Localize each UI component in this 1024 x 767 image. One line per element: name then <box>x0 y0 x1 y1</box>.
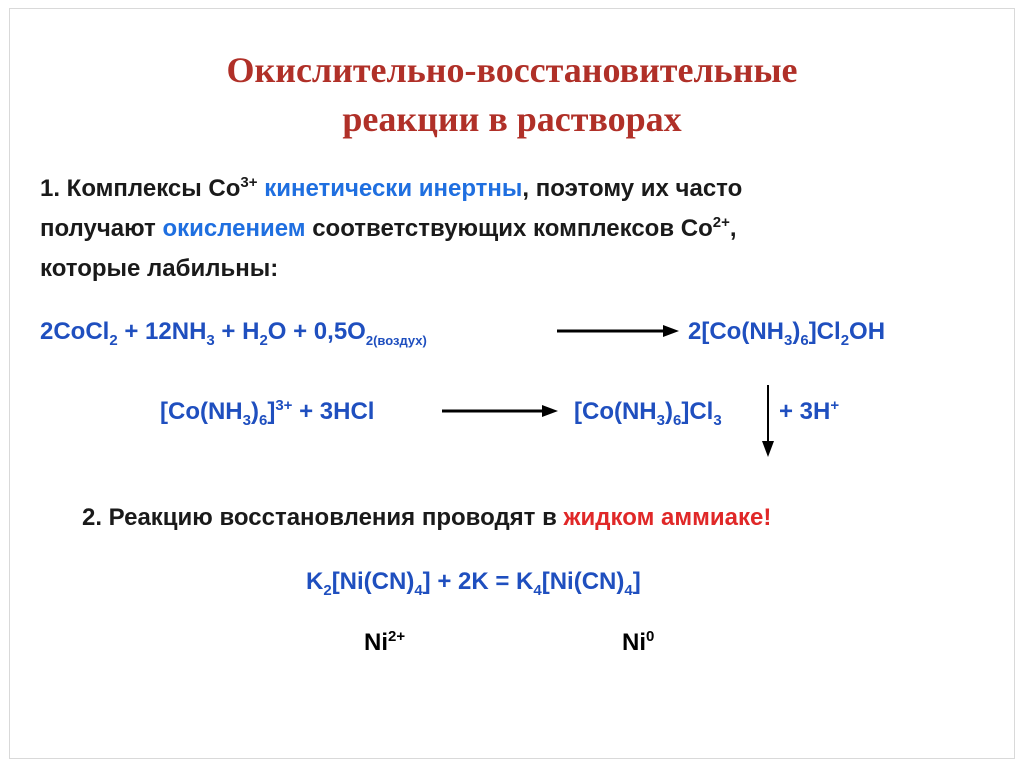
liquid-ammonia-phrase: жидком аммиаке! <box>563 504 772 531</box>
eq2-rhs-b: ) <box>664 398 673 425</box>
point2-lead: 2. Реакцию восстановления проводят в <box>82 504 564 531</box>
eq2-rhs-a: [Co(NH <box>574 398 657 425</box>
slide-title-line1: Окислительно-восстановительные <box>226 50 798 90</box>
eq2-lhs-d: + 3HCl <box>292 398 375 425</box>
ni0-symbol: Ni <box>622 629 646 656</box>
eq3-b-sub: 4 <box>414 581 423 599</box>
eq1-lhs-d-sub: 2(воздух) <box>365 332 427 348</box>
eq1-rhs-a-sub: 3 <box>784 331 793 349</box>
eq3-d: [Ni(CN) <box>541 568 625 595</box>
eq1-lhs-b: + 12NH <box>117 318 207 345</box>
eq1-lhs-d: O + 0,5O <box>267 318 366 345</box>
eq3-c-sub: 4 <box>533 581 542 599</box>
eq1-rhs-d: OH <box>849 318 886 345</box>
eq2-extra-a: + 3H <box>779 398 831 425</box>
equation3 <box>306 567 641 597</box>
point1-line1 <box>40 174 742 204</box>
point1-rest1: , поэтому их часто <box>522 175 743 202</box>
point2-line <box>82 503 771 533</box>
oxidation-word: окислением <box>162 215 306 242</box>
point1-line2 <box>40 214 737 244</box>
equation2-arrow <box>440 403 560 419</box>
equation1-rhs <box>688 317 885 347</box>
equation1-lhs <box>40 317 427 347</box>
eq2-rhs-a-sub: 3 <box>656 411 665 429</box>
eq1-lhs-c-sub: 2 <box>259 331 268 349</box>
equation1-arrow <box>555 323 681 339</box>
eq3-e: ] <box>632 568 641 595</box>
ni2-label <box>364 628 405 658</box>
eq2-lhs-b: ) <box>250 398 259 425</box>
eq2-extra-a-sup: + <box>830 397 840 414</box>
point1-rest2: соответствующих комплексов Co <box>305 215 713 242</box>
eq2-rhs-c: ]Cl <box>681 398 714 425</box>
eq3-b: [Ni(CN) <box>331 568 415 595</box>
ni0-charge: 0 <box>646 628 655 645</box>
eq1-rhs-a: 2[Co(NH <box>688 318 784 345</box>
eq3-c: ] + 2K = K <box>422 568 534 595</box>
point1-line3: которые лабильны: <box>40 255 279 282</box>
eq1-rhs-c: ]Cl <box>808 318 841 345</box>
eq2-lhs-c: ] <box>267 398 276 425</box>
eq1-rhs-b-sub: 6 <box>800 331 809 349</box>
eq2-lhs-a: [Co(NH <box>160 398 243 425</box>
eq2-lhs-a-sub: 3 <box>242 411 251 429</box>
eq1-lhs-a: 2CoCl <box>40 318 110 345</box>
ni0-label <box>622 628 654 658</box>
kinetically-inert-phrase: кинетически инертны <box>264 175 523 202</box>
eq3-a: K <box>306 568 324 595</box>
co2-charge: 2+ <box>712 214 730 231</box>
eq2-lhs-b-sub: 6 <box>258 411 268 429</box>
eq1-lhs-b-sub: 3 <box>206 331 215 349</box>
eq1-rhs-b: ) <box>792 318 801 345</box>
point1-lead: 1. Комплексы Co <box>40 175 241 202</box>
equation2-extra <box>779 397 839 427</box>
eq2-rhs-c-sub: 3 <box>713 411 722 429</box>
slide-title-line2: реакции в растворах <box>342 99 682 139</box>
point1-comma: , <box>729 215 737 242</box>
eq3-a-sub: 2 <box>323 581 332 599</box>
eq1-lhs-c: + H <box>214 318 260 345</box>
co3-charge: 3+ <box>240 174 258 191</box>
ni2-charge: 2+ <box>388 628 406 645</box>
eq2-rhs-b-sub: 6 <box>672 411 682 429</box>
eq1-rhs-c-sub: 2 <box>840 331 850 349</box>
eq2-lhs-c-sup: 3+ <box>275 397 293 414</box>
point1-obtain: получают <box>40 215 163 242</box>
equation2-lhs <box>160 397 374 427</box>
precipitate-down-arrow <box>761 383 775 459</box>
eq3-d-sub: 4 <box>624 581 633 599</box>
ni2-symbol: Ni <box>364 629 388 656</box>
eq1-lhs-a-sub: 2 <box>109 331 118 349</box>
equation2-rhs <box>574 397 722 427</box>
